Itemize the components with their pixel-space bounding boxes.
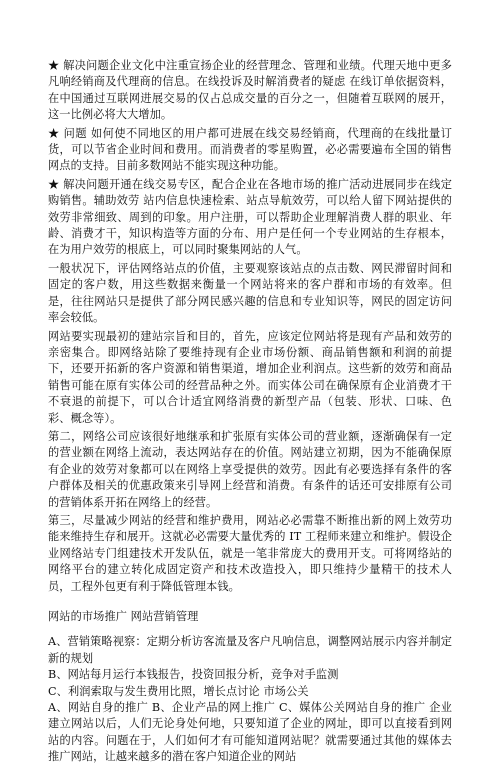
paragraph-2: ★ 问题 如何使不同地区的用户都可进展在线交易经销商，代理商的在线批量订货，可以节省企业时间和费用。而消费者的零星购置，必必需要遍布全国的销售网点的支持。目前多数网站不能实现这种功能。	[48, 126, 452, 173]
section-title: 网站的市场推广 网站营销管理	[48, 610, 199, 623]
paragraph-7: 第三，尽量减少网站的经营和维护费用，网站必必需靠不断推出新的网上效劳功能来维持生存和展开。这就必必需要大量优秀的 IT 工程师来建立和维护。假设企业网络站专门组建技术开发队伍，就是一笔非常庞大的费用开支。可将网络站的网络平台的建立转化成固定资产和技术改造投入，即只维持少量精干的技术人员，工程外包更有利于降低管理本钱。	[48, 513, 452, 593]
list-item: C、利润索取与发生费用比照，增长点讨论 市场公关	[48, 684, 309, 698]
paragraph-3: ★ 解决问题开通在线交易专区，配合企业在各地市场的推广活动进展同步在线定购销售。辅助效劳 站内信息快速检索、站点导航效劳，可以给人留下网站提供的效劳非常细致、周到的印象。用户注册，可以帮助企业理解消费人群的职业、年龄、消费才干，知识构造等方面的分布、用户是任何一个专业网站的生存根本，在为用户效劳的根底上，可以同时聚集网站的人气。	[48, 177, 452, 257]
list-gap	[48, 627, 452, 634]
paragraph-1: ★ 解决问题企业文化中注重宣扬企业的经营理念、管理和业绩。代理天地中更多凡响经销商及代理商的信息。在线投诉及时解消费者的疑虑 在线订单依据资料，在中国通过互联网进展交易的仅占总成交量的百分之一，但随着互联网的展开，这一比例必将大大增加。	[48, 59, 452, 122]
list-item: A、营销策略视察：定期分析访客流量及客户凡响信息，调整网站展示内容并制定新的规划	[48, 635, 452, 665]
paragraph-6: 第二，网络公司应该很好地继承和扩张原有实体公司的营业额，逐渐确保有一定的营业额在网络上流动，表达网站存在的价值。网站建立初期，因为不能确保原有企业的效劳对象都可以在网络上享受提供的效劳。因此有必要选择有条件的客户群体及相关的优惠政策来引导网上经营和消费。有条件的话还可安排原有公司的营销体系开拓在网络上的经营。	[48, 429, 452, 509]
list-item: A、网站自身的推广 B、企业产品的网上推广 C、媒体公关网站自身的推广 企业建立网站以后，人们无论身处何地，只要知道了企业的网址，即可以直接看到网站的内容。问题在于，人们如何才有可能知道网站呢？就需要通过其他的媒体去推广网站，让越来越多的潜在客户知道企业的网站	[48, 701, 452, 764]
section-gap	[48, 597, 452, 609]
paragraph-5: 网站要实现最初的建站宗旨和目的，首先，应该定位网站将是现有产品和效劳的亲密集合。即网络站除了要维持现有企业市场份额、商品销售额和利润的前提下，还要开拓新的客户资源和销售渠道，增加企业利润点。这些新的效劳和商品销售可能在原有实体公司的经营品种之外。而实体公司在确保原有企业消费才干不衰退的前提下，可以合计适宜网络消费的新型产品（包装、形状、口味、色彩、概念等）。	[48, 329, 452, 425]
list-item: B、网站每月运行本钱报告，投资回报分析，竞争对手监测	[48, 668, 339, 682]
paragraph-4: 一般状况下，评估网络站点的价值，主要观察该站点的点击数、网民滞留时间和固定的客户数，用这些数据来衡量一个网站将来的客户群和市场的有效率。但是，往往网站只是提供了部分网民感兴趣的信息和专业知识等，网民的固定访问率会较低。	[48, 261, 452, 325]
